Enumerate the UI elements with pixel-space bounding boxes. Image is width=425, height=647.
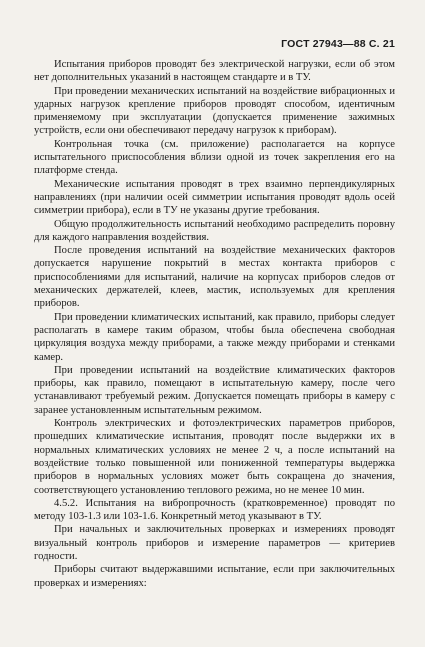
paragraph: 4.5.2. Испытания на вибропрочность (кратковременное) проводят по методу 103-1.3 или 103-1.6. Конкретный метод указывают в ТУ. [34,497,395,523]
paragraph: После проведения испытаний на воздействие механических факторов допускается нарушение покрытий в местах контакта приборов с приспособлениями для испытаний, наличие на корпусах приборов следов от механических держателей, клеев, мастик, используемых для крепления приборов. [34,245,395,310]
paragraph: При проведении испытаний на воздействие климатических факторов приборы, как правило, помещают в испытательную камеру, после чего устанавливают требуемый режим. Допускается помещать приборы в камеру с заранее установленным испытательным режимом. [34,364,395,416]
paragraph: Общую продолжительность испытаний необходимо распределить поровну для каждого направления воздействия. [34,218,395,243]
paragraph: Приборы считают выдержавшими испытание, если при заключительных проверках и измерениях: [34,564,395,589]
paragraph: Испытания приборов проводят без электрической нагрузки, если об этом нет дополнительных указаний в настоящем стандарте и в ТУ. [34,59,395,84]
document-body [34,58,395,590]
paragraph: Контроль электрических и фотоэлектрических параметров приборов, прошедших климатические испытания, проводят после выдержки их в нормальных климатических условиях не менее 2 ч, а после испытаний на воздействие только повышенной или пониженной температуры выдержка приборов в нормальных условиях может быть сокращена до значения, соответствующего установлению теплового режима, но не менее 10 мин. [34,418,395,496]
paragraph: Механические испытания проводят в трех взаимно перпендикулярных направлениях (при наличии осей симметрии испытания проводят вдоль осей симметрии прибора), если в ТУ не указаны другие требования. [34,178,395,217]
page-header: ГОСТ 27943—88 С. 21 [281,38,395,50]
paragraph: При начальных и заключительных проверках и измерениях проводят визуальный контроль приборов и измерение параметров — критериев годности. [34,524,395,562]
paragraph: Контрольная точка (см. приложение) располагается на корпусе испытательного приспособления вблизи одной из точек закрепления его на платформе стенда. [34,138,395,177]
paragraph: При проведении механических испытаний на воздействие вибрационных и ударных нагрузок крепление приборов проводят способом, идентичным применяемому при эксплуатации (допускается применение зажимных устройств, если они обеспечивают передачу нагрузок к приборам). [34,85,395,137]
paragraph: При проведении климатических испытаний, как правило, приборы следует располагать в камере таким образом, чтобы была обеспечена свободная циркуляция воздуха между приборами, а также между приборами и стенками камер. [34,311,395,363]
